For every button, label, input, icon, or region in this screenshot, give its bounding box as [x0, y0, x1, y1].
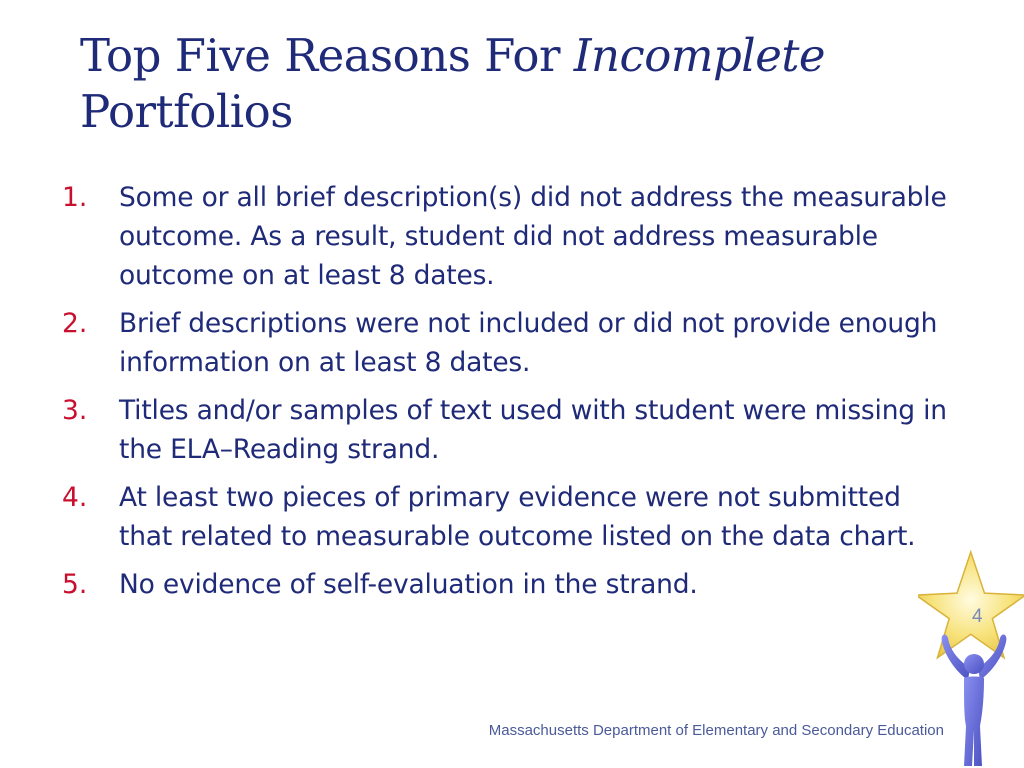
- reasons-list: [62, 178, 962, 613]
- list-item-text: No evidence of self-evaluation in the strand.: [119, 569, 698, 600]
- list-item-number: 2.: [62, 308, 88, 339]
- star-person-icon: [918, 550, 1024, 768]
- slide-number: 4: [972, 606, 983, 627]
- list-item: [62, 391, 962, 469]
- list-item-number: 5.: [62, 569, 88, 600]
- title-text-line2: Portfolios: [80, 85, 293, 138]
- list-item: [62, 565, 962, 604]
- list-item-number: 4.: [62, 482, 88, 513]
- list-item: [62, 178, 962, 295]
- list-item-text: Brief descriptions were not included or did not provide enough information on at least 8 dates.: [119, 308, 938, 378]
- list-item-number: 3.: [62, 395, 88, 426]
- list-item-text: Some or all brief description(s) did not address the measurable outcome. As a result, student did not address measurable outcome on at least 8 dates.: [119, 182, 947, 291]
- figure-head: [964, 654, 984, 674]
- list-item: [62, 304, 962, 382]
- list-item-number: 1.: [62, 182, 88, 213]
- footer-text: Massachusetts Department of Elementary and Secondary Education: [488, 722, 944, 739]
- slide-title: [80, 28, 980, 140]
- star-shape: [918, 552, 1024, 658]
- list-item-text: Titles and/or samples of text used with student were missing in the ELA–Reading strand.: [119, 395, 947, 465]
- list-item: [62, 478, 962, 556]
- list-item-text: At least two pieces of primary evidence were not submitted that related to measurable outcome listed on the data chart.: [119, 482, 916, 552]
- title-emphasis: Incomplete: [573, 29, 826, 82]
- title-text: Top Five Reasons For: [80, 29, 574, 82]
- figure-body: [964, 677, 984, 767]
